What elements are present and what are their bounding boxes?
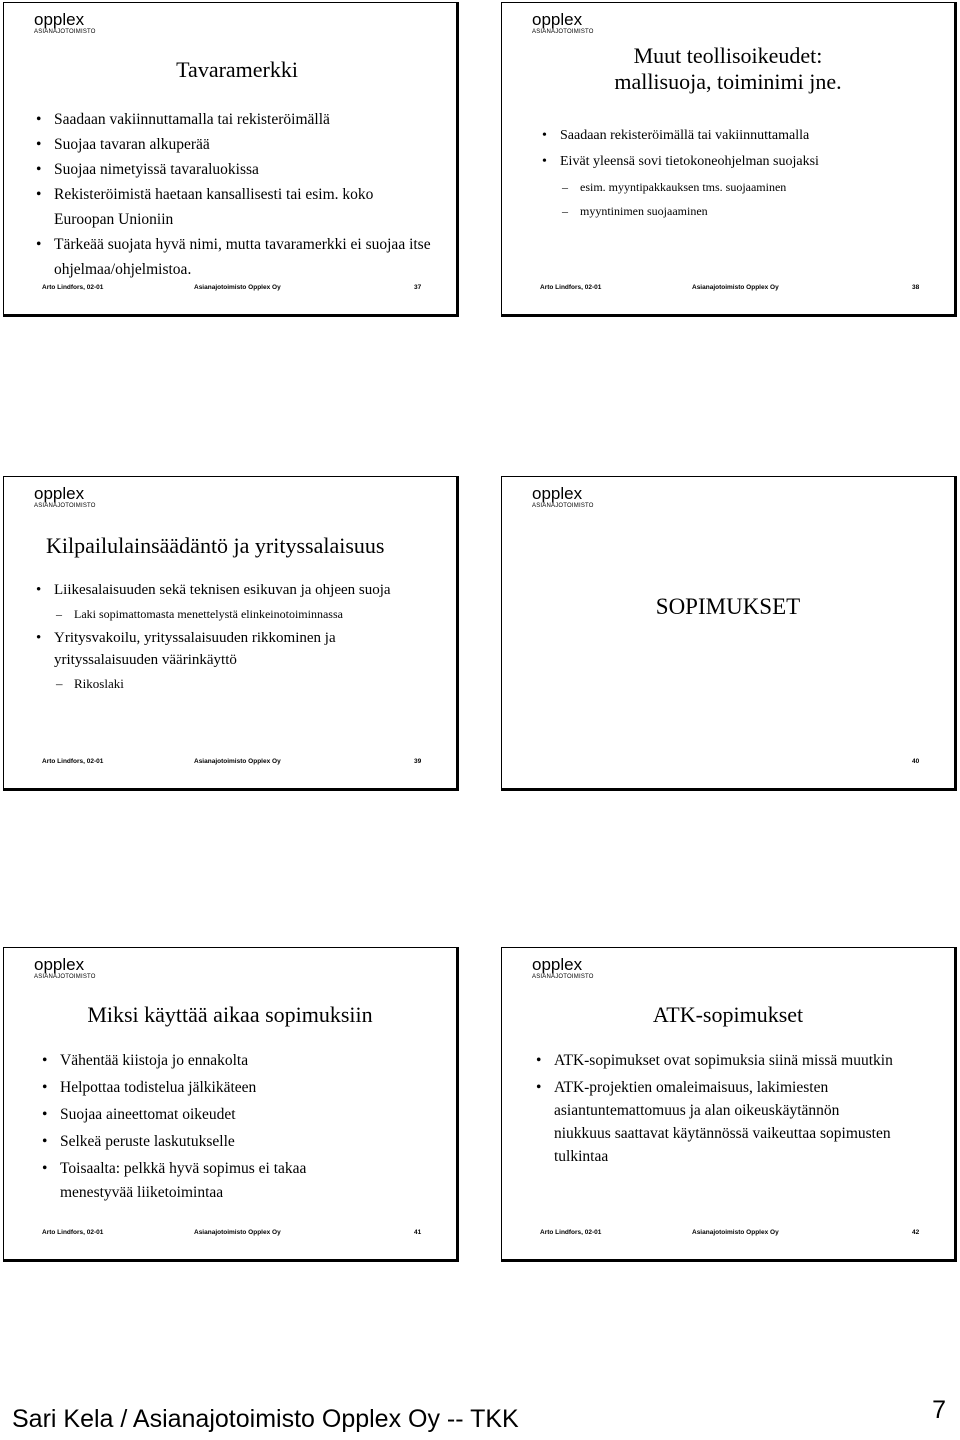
footer-author: Arto Lindfors, 02-01 xyxy=(42,1229,104,1236)
footer-author: Arto Lindfors, 02-01 xyxy=(42,284,104,291)
bullet-list xyxy=(36,107,431,282)
footer-author: Arto Lindfors, 02-01 xyxy=(540,1229,602,1236)
slide-39 xyxy=(3,476,459,791)
bullet-item: • Toisaalta: pelkkä hyvä sopimus ei takaa menestyvää liiketoimintaa xyxy=(42,1157,372,1205)
slide-37 xyxy=(3,2,459,317)
slide-footer xyxy=(4,1229,456,1241)
bullet-item: • Liikesalaisuuden sekä teknisen esikuvan ja ohjeen suoja xyxy=(36,579,416,601)
bullet-item: • Suojaa nimetyissä tavaraluokissa xyxy=(36,157,431,182)
slide-footer xyxy=(502,758,954,770)
bullet-item: • ATK-sopimukset ovat sopimuksia siinä missä muutkin xyxy=(536,1049,896,1072)
slide-number: 41 xyxy=(414,1229,422,1236)
slide-number: 37 xyxy=(414,284,422,291)
logo-name: opplex xyxy=(34,10,85,29)
logo-subtitle: ASIANAJOTOIMISTO xyxy=(34,29,96,35)
opplex-logo xyxy=(532,11,594,35)
bullet-item: • Tärkeää suojata hyvä nimi, mutta tavaramerkki ei suojaa itse ohjelmaa/ohjelmistoa. xyxy=(36,232,431,282)
slide-footer xyxy=(4,758,456,770)
sub-bullet-item: – esim. myyntipakkauksen tms. suojaaminen xyxy=(542,175,942,199)
bullet-item: • Saadaan rekisteröimällä tai vakiinnuttamalla xyxy=(542,123,942,149)
bullet-item: • Helpottaa todistelua jälkikäteen xyxy=(42,1076,372,1100)
slide-footer xyxy=(502,284,954,296)
footer-author: Arto Lindfors, 02-01 xyxy=(540,284,602,291)
slide-40 xyxy=(501,476,957,791)
bullet-item: • Selkeä peruste laskutukselle xyxy=(42,1130,372,1154)
footer-company: Asianajotoimisto Opplex Oy xyxy=(194,284,281,291)
slide-number: 38 xyxy=(912,284,920,291)
logo-name: opplex xyxy=(34,484,85,503)
slide-number: 42 xyxy=(912,1229,920,1236)
bullet-item: • Vähentää kiistoja jo ennakolta xyxy=(42,1049,372,1073)
bullet-item: • Suojaa tavaran alkuperää xyxy=(36,132,431,157)
opplex-logo xyxy=(34,11,96,35)
page-footer-title: Sari Kela / Asianajotoimisto Opplex Oy -- TKK xyxy=(12,1405,519,1433)
slide-title: Miksi käyttää aikaa sopimuksiin xyxy=(87,1002,373,1027)
slide-number: 39 xyxy=(414,758,422,765)
sub-bullet-item: – Laki sopimattomasta menettelystä elinkeinotoiminnassa xyxy=(36,601,416,627)
bullet-item: • Suojaa aineettomat oikeudet xyxy=(42,1103,372,1127)
slide-41 xyxy=(3,947,459,1262)
slide-footer xyxy=(502,1229,954,1241)
bullet-item: • Saadaan vakiinnuttamalla tai rekisteröimällä xyxy=(36,107,431,132)
logo-subtitle: ASIANAJOTOIMISTO xyxy=(532,29,594,35)
slide-title: SOPIMUKSET xyxy=(655,594,801,619)
logo-name: opplex xyxy=(34,955,85,974)
sub-bullet-item: – myyntinimen suojaaminen xyxy=(542,199,942,223)
bullet-list xyxy=(36,579,416,697)
logo-subtitle: ASIANAJOTOIMISTO xyxy=(532,974,594,980)
bullet-item: • Eivät yleensä sovi tietokoneohjelman suojaksi xyxy=(542,149,942,175)
slide-title: Tavaramerkki xyxy=(176,57,298,82)
page-number: 7 xyxy=(932,1396,946,1424)
slide-title: Muut teollisoikeudet: mallisuoja, toiminimi jne. xyxy=(614,43,842,95)
slide-38 xyxy=(501,2,957,317)
footer-company: Asianajotoimisto Opplex Oy xyxy=(692,1229,779,1236)
opplex-logo xyxy=(532,956,594,980)
bullet-item: • Rekisteröimistä haetaan kansallisesti tai esim. koko Euroopan Unioniin xyxy=(36,182,431,232)
footer-company: Asianajotoimisto Opplex Oy xyxy=(692,284,779,291)
opplex-logo xyxy=(34,956,96,980)
logo-name: opplex xyxy=(532,955,583,974)
bullet-item: • Yritysvakoilu, yrityssalaisuuden rikkominen ja yrityssalaisuuden väärinkäyttö xyxy=(36,627,416,671)
bullet-list xyxy=(42,1049,372,1205)
bullet-list xyxy=(536,1049,896,1168)
logo-name: opplex xyxy=(532,484,583,503)
logo-subtitle: ASIANAJOTOIMISTO xyxy=(532,503,594,509)
slide-title: Kilpailulainsäädäntö ja yrityssalaisuus xyxy=(46,533,385,558)
slide-number: 40 xyxy=(912,758,920,765)
sub-bullet-item: – Rikoslaki xyxy=(36,671,416,697)
footer-company: Asianajotoimisto Opplex Oy xyxy=(194,758,281,765)
logo-subtitle: ASIANAJOTOIMISTO xyxy=(34,974,96,980)
slide-42 xyxy=(501,947,957,1262)
footer-company: Asianajotoimisto Opplex Oy xyxy=(194,1229,281,1236)
bullet-item: • ATK-projektien omaleimaisuus, lakimiesten asiantuntemattomuus ja alan oikeuskäytännön niukkuus saattavat käytännössä vaikeuttaa sopimusten tulkintaa xyxy=(536,1076,896,1168)
slide-title: ATK-sopimukset xyxy=(652,1002,804,1027)
opplex-logo xyxy=(532,485,594,509)
bullet-list xyxy=(542,123,942,223)
slide-footer xyxy=(4,284,456,296)
logo-subtitle: ASIANAJOTOIMISTO xyxy=(34,503,96,509)
footer-author: Arto Lindfors, 02-01 xyxy=(42,758,104,765)
logo-name: opplex xyxy=(532,10,583,29)
opplex-logo xyxy=(34,485,96,509)
